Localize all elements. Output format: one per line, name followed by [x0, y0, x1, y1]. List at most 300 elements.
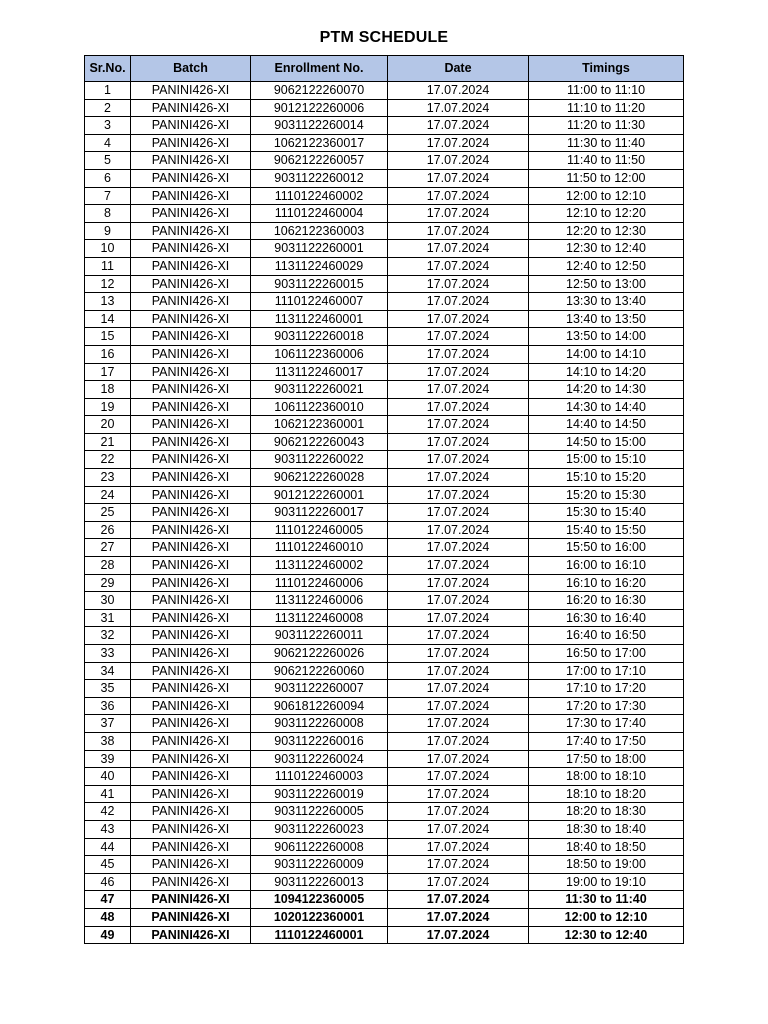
- cell-enrollment-no: 9031122260022: [251, 451, 388, 469]
- table-row: [85, 574, 684, 592]
- cell-enrollment-no: 1131122460001: [251, 310, 388, 328]
- cell-sr-no: 16: [85, 345, 131, 363]
- cell-batch: PANINI426-XI: [131, 363, 251, 381]
- cell-date: 17.07.2024: [388, 856, 529, 874]
- table-row: [85, 557, 684, 575]
- cell-batch: PANINI426-XI: [131, 908, 251, 926]
- table-row: [85, 891, 684, 909]
- cell-date: 17.07.2024: [388, 433, 529, 451]
- table-row: [85, 838, 684, 856]
- cell-date: 17.07.2024: [388, 627, 529, 645]
- table-row: [85, 275, 684, 293]
- cell-sr-no: 31: [85, 609, 131, 627]
- table-row: [85, 645, 684, 663]
- cell-timing: 12:50 to 13:00: [529, 275, 684, 293]
- cell-sr-no: 9: [85, 222, 131, 240]
- cell-sr-no: 37: [85, 715, 131, 733]
- cell-date: 17.07.2024: [388, 926, 529, 944]
- cell-batch: PANINI426-XI: [131, 117, 251, 135]
- cell-sr-no: 40: [85, 768, 131, 786]
- table-row: [85, 680, 684, 698]
- cell-timing: 11:10 to 11:20: [529, 99, 684, 117]
- cell-enrollment-no: 9031122260007: [251, 680, 388, 698]
- cell-batch: PANINI426-XI: [131, 645, 251, 663]
- cell-date: 17.07.2024: [388, 363, 529, 381]
- cell-batch: PANINI426-XI: [131, 873, 251, 891]
- cell-date: 17.07.2024: [388, 134, 529, 152]
- cell-sr-no: 1: [85, 82, 131, 100]
- cell-enrollment-no: 9062122260060: [251, 662, 388, 680]
- cell-batch: PANINI426-XI: [131, 574, 251, 592]
- cell-date: 17.07.2024: [388, 592, 529, 610]
- cell-timing: 15:00 to 15:10: [529, 451, 684, 469]
- column-header-timings: Timings: [529, 56, 684, 82]
- table-row: [85, 697, 684, 715]
- cell-batch: PANINI426-XI: [131, 398, 251, 416]
- cell-timing: 12:40 to 12:50: [529, 257, 684, 275]
- cell-date: 17.07.2024: [388, 908, 529, 926]
- cell-date: 17.07.2024: [388, 117, 529, 135]
- cell-date: 17.07.2024: [388, 275, 529, 293]
- cell-date: 17.07.2024: [388, 645, 529, 663]
- cell-batch: PANINI426-XI: [131, 680, 251, 698]
- cell-date: 17.07.2024: [388, 697, 529, 715]
- cell-sr-no: 18: [85, 381, 131, 399]
- table-row: [85, 785, 684, 803]
- cell-batch: PANINI426-XI: [131, 609, 251, 627]
- cell-timing: 17:00 to 17:10: [529, 662, 684, 680]
- cell-timing: 16:20 to 16:30: [529, 592, 684, 610]
- table-row: [85, 398, 684, 416]
- table-row: [85, 803, 684, 821]
- cell-timing: 17:50 to 18:00: [529, 750, 684, 768]
- cell-batch: PANINI426-XI: [131, 785, 251, 803]
- cell-sr-no: 44: [85, 838, 131, 856]
- cell-timing: 17:40 to 17:50: [529, 732, 684, 750]
- cell-timing: 18:00 to 18:10: [529, 768, 684, 786]
- cell-timing: 12:00 to 12:10: [529, 187, 684, 205]
- cell-sr-no: 35: [85, 680, 131, 698]
- cell-sr-no: 21: [85, 433, 131, 451]
- table-row: [85, 504, 684, 522]
- table-row: [85, 187, 684, 205]
- cell-enrollment-no: 1061122360006: [251, 345, 388, 363]
- table-row: [85, 539, 684, 557]
- cell-timing: 18:20 to 18:30: [529, 803, 684, 821]
- cell-batch: PANINI426-XI: [131, 134, 251, 152]
- table-row: [85, 609, 684, 627]
- cell-batch: PANINI426-XI: [131, 838, 251, 856]
- cell-sr-no: 17: [85, 363, 131, 381]
- cell-date: 17.07.2024: [388, 187, 529, 205]
- table-row: [85, 381, 684, 399]
- cell-enrollment-no: 1110122460006: [251, 574, 388, 592]
- cell-batch: PANINI426-XI: [131, 275, 251, 293]
- cell-timing: 12:30 to 12:40: [529, 926, 684, 944]
- cell-sr-no: 6: [85, 169, 131, 187]
- cell-batch: PANINI426-XI: [131, 750, 251, 768]
- table-row: [85, 469, 684, 487]
- cell-enrollment-no: 9062122260028: [251, 469, 388, 487]
- cell-timing: 18:10 to 18:20: [529, 785, 684, 803]
- cell-enrollment-no: 9031122260017: [251, 504, 388, 522]
- cell-date: 17.07.2024: [388, 750, 529, 768]
- table-body: [85, 82, 684, 944]
- cell-sr-no: 48: [85, 908, 131, 926]
- cell-date: 17.07.2024: [388, 715, 529, 733]
- cell-sr-no: 29: [85, 574, 131, 592]
- cell-enrollment-no: 1131122460006: [251, 592, 388, 610]
- cell-batch: PANINI426-XI: [131, 856, 251, 874]
- cell-date: 17.07.2024: [388, 609, 529, 627]
- cell-batch: PANINI426-XI: [131, 697, 251, 715]
- cell-enrollment-no: 1110122460005: [251, 521, 388, 539]
- cell-timing: 11:50 to 12:00: [529, 169, 684, 187]
- cell-enrollment-no: 9062122260057: [251, 152, 388, 170]
- table-row: [85, 169, 684, 187]
- cell-batch: PANINI426-XI: [131, 99, 251, 117]
- cell-sr-no: 49: [85, 926, 131, 944]
- cell-sr-no: 11: [85, 257, 131, 275]
- cell-date: 17.07.2024: [388, 345, 529, 363]
- cell-enrollment-no: 9031122260015: [251, 275, 388, 293]
- cell-batch: PANINI426-XI: [131, 222, 251, 240]
- cell-batch: PANINI426-XI: [131, 205, 251, 223]
- cell-enrollment-no: 1062122360017: [251, 134, 388, 152]
- table-row: [85, 662, 684, 680]
- cell-timing: 17:30 to 17:40: [529, 715, 684, 733]
- cell-enrollment-no: 9061812260094: [251, 697, 388, 715]
- cell-batch: PANINI426-XI: [131, 820, 251, 838]
- cell-enrollment-no: 9062122260070: [251, 82, 388, 100]
- cell-date: 17.07.2024: [388, 680, 529, 698]
- column-header-batch: Batch: [131, 56, 251, 82]
- cell-timing: 18:40 to 18:50: [529, 838, 684, 856]
- cell-date: 17.07.2024: [388, 873, 529, 891]
- cell-enrollment-no: 9031122260024: [251, 750, 388, 768]
- cell-date: 17.07.2024: [388, 539, 529, 557]
- column-header-date: Date: [388, 56, 529, 82]
- cell-sr-no: 34: [85, 662, 131, 680]
- cell-date: 17.07.2024: [388, 398, 529, 416]
- cell-timing: 19:00 to 19:10: [529, 873, 684, 891]
- cell-batch: PANINI426-XI: [131, 803, 251, 821]
- cell-batch: PANINI426-XI: [131, 521, 251, 539]
- cell-sr-no: 46: [85, 873, 131, 891]
- cell-timing: 14:00 to 14:10: [529, 345, 684, 363]
- table-row: [85, 240, 684, 258]
- column-header-enrollment-no: Enrollment No.: [251, 56, 388, 82]
- cell-sr-no: 43: [85, 820, 131, 838]
- cell-timing: 15:30 to 15:40: [529, 504, 684, 522]
- cell-enrollment-no: 9031122260014: [251, 117, 388, 135]
- cell-date: 17.07.2024: [388, 152, 529, 170]
- cell-timing: 12:30 to 12:40: [529, 240, 684, 258]
- cell-sr-no: 24: [85, 486, 131, 504]
- cell-date: 17.07.2024: [388, 820, 529, 838]
- cell-timing: 17:10 to 17:20: [529, 680, 684, 698]
- cell-timing: 15:40 to 15:50: [529, 521, 684, 539]
- page-title: PTM SCHEDULE: [319, 29, 449, 46]
- cell-timing: 14:30 to 14:40: [529, 398, 684, 416]
- cell-date: 17.07.2024: [388, 293, 529, 311]
- cell-sr-no: 33: [85, 645, 131, 663]
- cell-date: 17.07.2024: [388, 662, 529, 680]
- cell-date: 17.07.2024: [388, 99, 529, 117]
- cell-timing: 15:10 to 15:20: [529, 469, 684, 487]
- table-row: [85, 873, 684, 891]
- cell-date: 17.07.2024: [388, 557, 529, 575]
- cell-enrollment-no: 9031122260011: [251, 627, 388, 645]
- cell-timing: 18:50 to 19:00: [529, 856, 684, 874]
- cell-batch: PANINI426-XI: [131, 328, 251, 346]
- cell-date: 17.07.2024: [388, 169, 529, 187]
- cell-batch: PANINI426-XI: [131, 469, 251, 487]
- cell-enrollment-no: 1110122460002: [251, 187, 388, 205]
- table-row: [85, 768, 684, 786]
- cell-batch: PANINI426-XI: [131, 240, 251, 258]
- table-row: [85, 328, 684, 346]
- table-row: [85, 732, 684, 750]
- cell-enrollment-no: 1131122460017: [251, 363, 388, 381]
- cell-sr-no: 27: [85, 539, 131, 557]
- table-row: [85, 293, 684, 311]
- cell-batch: PANINI426-XI: [131, 715, 251, 733]
- cell-date: 17.07.2024: [388, 486, 529, 504]
- cell-enrollment-no: 1020122360001: [251, 908, 388, 926]
- cell-enrollment-no: 1061122360010: [251, 398, 388, 416]
- cell-enrollment-no: 1131122460002: [251, 557, 388, 575]
- table-header-row: [85, 56, 684, 82]
- cell-date: 17.07.2024: [388, 451, 529, 469]
- cell-sr-no: 3: [85, 117, 131, 135]
- cell-timing: 14:50 to 15:00: [529, 433, 684, 451]
- cell-sr-no: 42: [85, 803, 131, 821]
- cell-date: 17.07.2024: [388, 416, 529, 434]
- cell-sr-no: 41: [85, 785, 131, 803]
- cell-batch: PANINI426-XI: [131, 416, 251, 434]
- table-row: [85, 117, 684, 135]
- cell-batch: PANINI426-XI: [131, 152, 251, 170]
- cell-enrollment-no: 9031122260005: [251, 803, 388, 821]
- cell-sr-no: 28: [85, 557, 131, 575]
- cell-batch: PANINI426-XI: [131, 293, 251, 311]
- cell-timing: 11:30 to 11:40: [529, 891, 684, 909]
- cell-sr-no: 22: [85, 451, 131, 469]
- cell-date: 17.07.2024: [388, 504, 529, 522]
- cell-sr-no: 8: [85, 205, 131, 223]
- cell-date: 17.07.2024: [388, 82, 529, 100]
- cell-sr-no: 23: [85, 469, 131, 487]
- cell-timing: 14:20 to 14:30: [529, 381, 684, 399]
- cell-date: 17.07.2024: [388, 521, 529, 539]
- cell-enrollment-no: 1110122460007: [251, 293, 388, 311]
- cell-sr-no: 15: [85, 328, 131, 346]
- cell-timing: 17:20 to 17:30: [529, 697, 684, 715]
- cell-timing: 14:10 to 14:20: [529, 363, 684, 381]
- cell-enrollment-no: 1131122460029: [251, 257, 388, 275]
- cell-enrollment-no: 9031122260019: [251, 785, 388, 803]
- cell-date: 17.07.2024: [388, 574, 529, 592]
- table-row: [85, 345, 684, 363]
- cell-timing: 18:30 to 18:40: [529, 820, 684, 838]
- cell-timing: 13:50 to 14:00: [529, 328, 684, 346]
- cell-sr-no: 30: [85, 592, 131, 610]
- cell-timing: 13:40 to 13:50: [529, 310, 684, 328]
- cell-enrollment-no: 9031122260021: [251, 381, 388, 399]
- cell-batch: PANINI426-XI: [131, 592, 251, 610]
- cell-batch: PANINI426-XI: [131, 433, 251, 451]
- table-row: [85, 715, 684, 733]
- cell-batch: PANINI426-XI: [131, 187, 251, 205]
- cell-sr-no: 2: [85, 99, 131, 117]
- cell-enrollment-no: 9031122260009: [251, 856, 388, 874]
- table-row: [85, 908, 684, 926]
- column-header-sr-no: Sr.No.: [85, 56, 131, 82]
- cell-sr-no: 47: [85, 891, 131, 909]
- cell-sr-no: 26: [85, 521, 131, 539]
- cell-date: 17.07.2024: [388, 469, 529, 487]
- cell-date: 17.07.2024: [388, 891, 529, 909]
- table-row: [85, 521, 684, 539]
- cell-batch: PANINI426-XI: [131, 732, 251, 750]
- table-row: [85, 750, 684, 768]
- cell-timing: 14:40 to 14:50: [529, 416, 684, 434]
- cell-timing: 16:10 to 16:20: [529, 574, 684, 592]
- cell-batch: PANINI426-XI: [131, 504, 251, 522]
- cell-enrollment-no: 1094122360005: [251, 891, 388, 909]
- cell-batch: PANINI426-XI: [131, 381, 251, 399]
- cell-timing: 11:20 to 11:30: [529, 117, 684, 135]
- cell-enrollment-no: 9031122260023: [251, 820, 388, 838]
- cell-timing: 16:40 to 16:50: [529, 627, 684, 645]
- table-row: [85, 152, 684, 170]
- cell-batch: PANINI426-XI: [131, 557, 251, 575]
- cell-timing: 13:30 to 13:40: [529, 293, 684, 311]
- cell-date: 17.07.2024: [388, 257, 529, 275]
- schedule-table: [84, 55, 684, 944]
- table-row: [85, 926, 684, 944]
- cell-sr-no: 20: [85, 416, 131, 434]
- cell-date: 17.07.2024: [388, 310, 529, 328]
- cell-timing: 16:30 to 16:40: [529, 609, 684, 627]
- cell-date: 17.07.2024: [388, 328, 529, 346]
- cell-timing: 15:20 to 15:30: [529, 486, 684, 504]
- cell-timing: 15:50 to 16:00: [529, 539, 684, 557]
- cell-enrollment-no: 1110122460001: [251, 926, 388, 944]
- cell-sr-no: 14: [85, 310, 131, 328]
- table-row: [85, 134, 684, 152]
- cell-sr-no: 13: [85, 293, 131, 311]
- table-row: [85, 486, 684, 504]
- cell-date: 17.07.2024: [388, 803, 529, 821]
- cell-sr-no: 38: [85, 732, 131, 750]
- cell-enrollment-no: 9031122260016: [251, 732, 388, 750]
- cell-timing: 16:50 to 17:00: [529, 645, 684, 663]
- cell-enrollment-no: 9031122260008: [251, 715, 388, 733]
- cell-enrollment-no: 1110122460010: [251, 539, 388, 557]
- cell-timing: 11:00 to 11:10: [529, 82, 684, 100]
- cell-batch: PANINI426-XI: [131, 891, 251, 909]
- cell-enrollment-no: 9031122260018: [251, 328, 388, 346]
- cell-timing: 12:00 to 12:10: [529, 908, 684, 926]
- cell-enrollment-no: 9031122260013: [251, 873, 388, 891]
- table-row: [85, 82, 684, 100]
- table-row: [85, 205, 684, 223]
- cell-enrollment-no: 9061122260008: [251, 838, 388, 856]
- cell-batch: PANINI426-XI: [131, 768, 251, 786]
- cell-enrollment-no: 9031122260012: [251, 169, 388, 187]
- cell-batch: PANINI426-XI: [131, 345, 251, 363]
- cell-enrollment-no: 1110122460003: [251, 768, 388, 786]
- cell-enrollment-no: 9062122260026: [251, 645, 388, 663]
- cell-sr-no: 7: [85, 187, 131, 205]
- cell-enrollment-no: 1062122360003: [251, 222, 388, 240]
- cell-enrollment-no: 1110122460004: [251, 205, 388, 223]
- cell-batch: PANINI426-XI: [131, 539, 251, 557]
- table-row: [85, 363, 684, 381]
- cell-sr-no: 5: [85, 152, 131, 170]
- cell-timing: 16:00 to 16:10: [529, 557, 684, 575]
- table-row: [85, 856, 684, 874]
- cell-date: 17.07.2024: [388, 205, 529, 223]
- cell-date: 17.07.2024: [388, 838, 529, 856]
- table-row: [85, 592, 684, 610]
- cell-sr-no: 45: [85, 856, 131, 874]
- cell-batch: PANINI426-XI: [131, 926, 251, 944]
- table-row: [85, 257, 684, 275]
- table-row: [85, 433, 684, 451]
- table-row: [85, 416, 684, 434]
- cell-date: 17.07.2024: [388, 768, 529, 786]
- cell-batch: PANINI426-XI: [131, 486, 251, 504]
- table-row: [85, 99, 684, 117]
- cell-date: 17.07.2024: [388, 240, 529, 258]
- cell-enrollment-no: 9062122260043: [251, 433, 388, 451]
- cell-batch: PANINI426-XI: [131, 82, 251, 100]
- cell-date: 17.07.2024: [388, 732, 529, 750]
- cell-date: 17.07.2024: [388, 381, 529, 399]
- cell-timing: 12:20 to 12:30: [529, 222, 684, 240]
- table-row: [85, 222, 684, 240]
- cell-sr-no: 39: [85, 750, 131, 768]
- cell-date: 17.07.2024: [388, 222, 529, 240]
- cell-sr-no: 12: [85, 275, 131, 293]
- cell-batch: PANINI426-XI: [131, 662, 251, 680]
- cell-enrollment-no: 9012122260001: [251, 486, 388, 504]
- cell-enrollment-no: 9012122260006: [251, 99, 388, 117]
- cell-sr-no: 10: [85, 240, 131, 258]
- cell-batch: PANINI426-XI: [131, 451, 251, 469]
- cell-sr-no: 4: [85, 134, 131, 152]
- cell-timing: 12:10 to 12:20: [529, 205, 684, 223]
- table-row: [85, 451, 684, 469]
- cell-timing: 11:30 to 11:40: [529, 134, 684, 152]
- cell-timing: 11:40 to 11:50: [529, 152, 684, 170]
- cell-batch: PANINI426-XI: [131, 169, 251, 187]
- cell-batch: PANINI426-XI: [131, 310, 251, 328]
- cell-sr-no: 25: [85, 504, 131, 522]
- cell-enrollment-no: 1062122360001: [251, 416, 388, 434]
- table-row: [85, 627, 684, 645]
- cell-batch: PANINI426-XI: [131, 257, 251, 275]
- cell-sr-no: 36: [85, 697, 131, 715]
- table-row: [85, 310, 684, 328]
- cell-batch: PANINI426-XI: [131, 627, 251, 645]
- table-row: [85, 820, 684, 838]
- cell-enrollment-no: 9031122260001: [251, 240, 388, 258]
- cell-date: 17.07.2024: [388, 785, 529, 803]
